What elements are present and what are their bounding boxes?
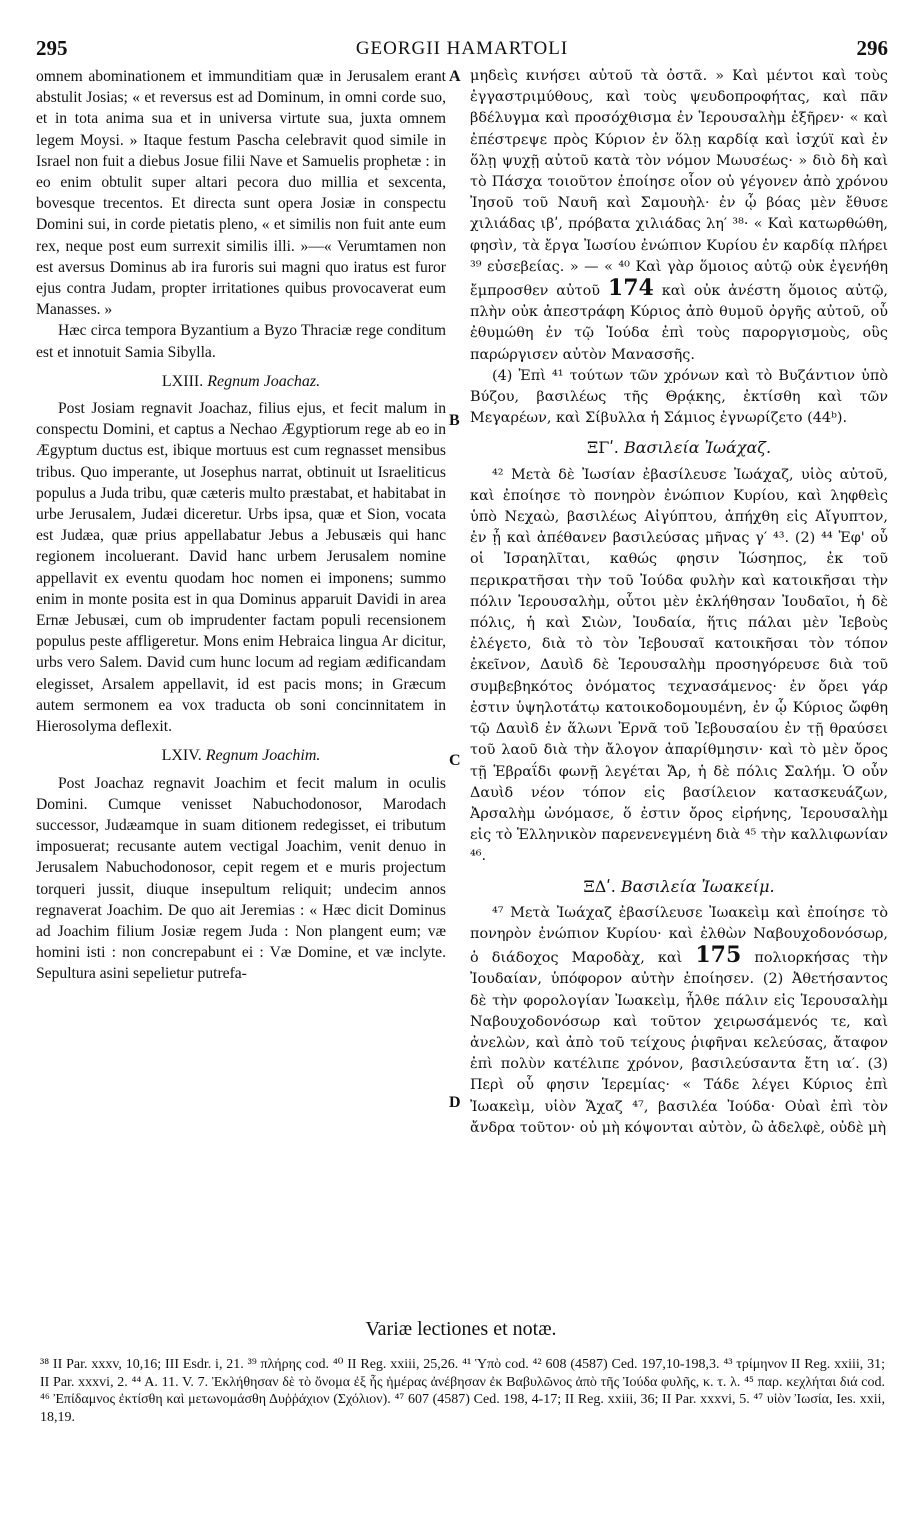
section-title: Regnum Joachim.: [205, 747, 321, 765]
section-number: LXIII.: [161, 372, 204, 390]
section-heading: [36, 745, 446, 766]
section-number: ΞΔʹ.: [583, 876, 616, 896]
section-number: LXIV.: [161, 747, 202, 765]
section-number: ΞΓʹ.: [586, 438, 619, 458]
page-number-left: 295: [36, 36, 68, 60]
greek-column: [470, 66, 888, 1139]
greek-text: μηδεὶς κινήσει αὐτοῦ τὰ ὀστᾶ. » Καὶ μέντοι καὶ τοὺς ἐγγαστριμύθους, καὶ τοὺς ψευδοπροφήτας, καὶ πᾶν βδέλυγμα καὶ προσόχθισμα ἐν Ἱερουσαλὴμ ἐξῆρεν· « καὶ ἐπέστρεψε πρὸς Κύριον ἐν ὅλῃ καρδίᾳ καὶ ἰσχύϊ καὶ ἐν ὅλῃ ψυχῇ αὐτοῦ κατὰ τὸν νόμον Μωυσέως· » διὸ δὴ καὶ τὸ Πάσχα τοιοῦτον ἐποίησε οἷον οὐ γέγονεν ἀπὸ χρόνου Ἰησοῦ τοῦ Ναυῆ καὶ Σαμουὴλ· ἐν ᾧ βόας μὲν ἔθυσε χιλιάδας ιβʹ, πρόβατα χιλιάδας λη′ ³⁸· « Καὶ κατωρθώθη, φησὶν, τὰ ἔργα Ἰωσίου ἐνώπιον Κυρίου ἐν καρδίᾳ πλήρει ³⁹ εὐσεβείας. » — « ⁴⁰ Καὶ γὰρ ὅμοιος αὐτῷ οὐκ ἐγενήθη ἔμπροσθεν αὐτοῦ: [470, 68, 888, 300]
latin-paragraph: omnem abominationem et immunditiam quæ in Jerusalem erant abstulit Josias; « et reversus est ad Dominum, in omni corde suo, et in tota anima sua et in universa virtute sua, juxta omnem legem Moysi. » Itaque festum Pascha celebravit quod simile in Israel non fuit a diebus Josue filii Nave et Samuelis prophetæ : in eo enim obtulit super altari pecora duo millia et sexcenta, bovesque trecentos. Et directa sunt opera Josiæ in conspectu Domini sui, in corde pietatis pleno, « et similis non fuit ante eum rex, neque post eum surrexit similis illi. »—« Verumtamen non est aversus Dominus ab ira furoris sui magni quo iratus est furor ejus contra Judam, propter irritationes quibus provocaverat eum Manasses. »: [36, 68, 446, 319]
latin-column: [36, 66, 446, 985]
margin-letter-d: D: [449, 1094, 461, 1111]
greek-text: καὶ οὐκ ἀνέστη ὅμοιος αὐτῷ, πλὴν οὐκ ἀπεστράφη Κύριος ἀπὸ θυμοῦ ὀργῆς αὐτοῦ, οὗ ἐθυμώθη ἐν τῷ Ἰούδα ἐπὶ τοὺς παροργισμοὺς, οὓς παρώργισεν αὐτὸν Μανασσῆς.: [470, 283, 888, 363]
footnotes: [40, 1356, 885, 1426]
column-marker: 175: [695, 942, 742, 969]
section-title: Βασιλεία Ἰωάχαζ.: [623, 438, 772, 458]
greek-text: πολιορκήσας τὴν Ἰουδαίαν, ὑπόφορον αὐτὴν ἐποίησεν. (2) Ἀθετήσαντος δὲ τὴν φορολογίαν Ἰωακεὶμ, ἦλθε πάλιν εἰς Ἱερουσαλὴμ Ναβουχοδονόσωρ καὶ τοῦτον χειρωσάμενός τε, καὶ ἀνελὼν, καὶ ἀπὸ τοῦ τείχους ῥιφῆναι κελεύσας, ἄταφον ἐπὶ πολὺν κατέλιπε χρόνον, βασιλεύσαντα ἔτη ια′. (3) Περὶ οὗ φησιν Ἱερεμίας· « Τάδε λέγει Κύριος ἐπὶ Ἰωακεὶμ, υἱὸν Ἄχαζ ⁴⁷, βασιλέα Ἰούδα· Οὐαὶ ἐπὶ τὸν ἄνδρα τοῦτον· οὐ μὴ κόψονται αὐτὸν, ὢ ἀδελφὲ, οὐδὲ μὴ: [470, 950, 889, 1136]
section-title: Regnum Joachaz.: [207, 372, 321, 390]
greek-paragraph: (4) Ἐπὶ ⁴¹ τούτων τῶν χρόνων καὶ τὸ Βυζάντιον ὑπὸ Βύζου, βασιλέως τῆς Θρᾴκης, ἐκτίσθη καὶ τῶν Μεγαρέων, καὶ Σίβυλλα ἡ Σάμιος ἐγνωρίζετο (44ᵇ).: [470, 367, 888, 427]
greek-paragraph: ⁴² Μετὰ δὲ Ἰωσίαν ἐβασίλευσε Ἰωάχαζ, υἱὸς αὐτοῦ, καὶ ἐποίησε τὸ πονηρὸν ἐνώπιον Κυρίου, καὶ ληφθεὶς ὑπὸ Νεχαὼ, βασιλέως Αἰγύπτου, ἀπήχθη εἰς Αἴγυπτον, ἐν ᾗ καὶ ἀπέθανεν βασιλεύσας μῆνας γ′ ⁴³. (2) ⁴⁴ Ἐφ' οὗ οἱ Ἰσραηλῖται, καθώς φησιν Ἰώσηπος, ἐκ τοῦ περικρατῆσαι τὴν τοῦ Ἰούδα φυλὴν καὶ κατοικῆσαι τὴν πόλιν Ἱερουσαλὴμ, οὗτοι μὲν ἐκλήθησαν Ἰουδαῖοι, ἡ δὲ πόλις, ἡ καὶ Σιὼν, Ἰουδαία, ἥτις πάλαι μὲν Ἰεβοὺς ἐλέγετο, διὰ τὸ τὸν Ἰεβουσαῖ κατοικῆσαι τὸν τόπον ἐκεῖνον, Δαυὶδ δὲ Ἱερουσαλὴμ προσηγόρευσε διὰ τοῦ συμβεβηκότος ὀνόματος τεχνασάμενος· ἐν ὄρει γάρ ἐστιν ὑψηλοτάτῳ κατοικοδομουμένη, ἐν ᾧ Κύριος ὤφθη τῷ Δαυὶδ ἐν ἅλωνι Ἐρνᾶ τοῦ Ἰεβουσαίου ἐν τῇ θραύσει τοῦ λαοῦ διὰ τὴν ἄλογον ἀπαρίθμησιν· καὶ τὸ μὲν ὄρος τῇ Ἑβραΐδι φωνῇ λεγέται Ἄρ, ἡ δὲ πόλις Σαλήμ. Ὁ οὖν Δαυὶδ νέον τόπον εἰς βασίλειον κατασκευάζων, Ἀρσαλὴμ ὠνόμασε, ὅ ἐστιν ὄρος εἰρήνης, Ἱερουσαλὴμ εἰς τὸ Ἑλληνικὸν παρενενεγμένη διὰ ⁴⁵ τὴν καλλιφωνίαν ⁴⁶.: [470, 466, 889, 865]
greek-text: ⁴⁷ Μετὰ Ἰωάχαζ ἐβασίλευσε Ἰωακεὶμ καὶ ἐποίησε τὸ πονηρὸν ἐνώπιον Κυρίου· καὶ ἐλθὼν Ναβουχοδονόσωρ, ὁ διάδοχος Μαροδὰχ, καὶ: [470, 904, 888, 967]
page-number-right: 296: [856, 36, 888, 60]
greek-paragraph: [470, 66, 888, 366]
section-heading: [36, 371, 446, 392]
section-heading: [470, 876, 888, 897]
greek-paragraph: [470, 903, 888, 1139]
notes-heading: Variæ lectiones et notæ.: [365, 1318, 557, 1340]
section-title: Βασιλεία Ἰωακείμ.: [620, 876, 775, 896]
margin-letter-c: C: [449, 752, 461, 769]
section-heading: [470, 437, 888, 458]
footnote-text: ³⁸ II Par. xxxv, 10,16; III Esdr. i, 21. ³⁹ πλήρης cod. ⁴⁰ II Reg. xxiii, 25,26. ⁴¹ Ὑπὸ cod. ⁴² 608 (4587) Ced. 197,10-198,3. ⁴³ τρίμηνον II Reg. xxiii, 31; II Par. xxxvi, 2. ⁴⁴ A. 11. V. 7. Ἐκλήθησαν δὲ τὸ ὄνομα ἐξ ἧς ἡμέρας ἀνέβησαν ἐκ Βαβυλῶνος ἀπὸ τῆς Ἰούδα φυλῆς, κ. τ. λ. ⁴⁵ παρ. κεχλήται διά cod. ⁴⁶ Ἐπίδαμνος ἐκτίσθη καὶ μετωνομάσθη Δυῤῥάχιον (Σχόλιον). ⁴⁷ 607 (4587) Ced. 198, 4-17; II Reg. xxiii, 36; II Par. xxxvi, 5. ⁴⁷ υἱὸν Ἰωσία, Ies. xxii, 18,19.: [40, 1357, 885, 1425]
running-title: GEORGII HAMARTOLI: [355, 38, 569, 59]
column-marker: 174: [607, 275, 654, 302]
margin-letter-b: B: [449, 412, 460, 429]
running-header: [36, 36, 888, 62]
margin-letter-a: A: [449, 68, 461, 85]
latin-paragraph: Post Joachaz regnavit Joachim et fecit malum in oculis Domini. Cumque venisset Nabuchodonosor, Marodach successor, Judæamque in suam ditionem redegisset, ei tributum imposuerat; recusante autem vectigal Joachim, venit denuo in Jerusalem Nabuchodonosor, cepit regem et e muris projectum torqueri jussit, diuque insepultum reliquit; undecim annos regnaverat Joachim. De quo ait Jeremias : « Hæc dicit Dominus ad Joachim filium Josiæ regem Juda : Non plangent eum; væ homini isti : non concrepabunt ei : Væ Domine, et væ inclyte. Sepultura asini sepelietur putrefa-: [36, 774, 446, 983]
latin-paragraph: Hæc circa tempora Byzantium a Byzo Thraciæ rege conditum est et innotuit Samia Sibylla.: [36, 322, 446, 361]
latin-paragraph: Post Josiam regnavit Joachaz, filius ejus, et fecit malum in conspectu Domini, et captus a Nechao Ægyptiorum rege ab eo in Ægyptum ductus est, ibique mortuus est cum regnasset mensibus tribus. Quo imperante, ut Josephus narrat, obtinuit ut Israeliticus populus a Juda tribu, quæ cæteris multo præstabat, et habitabat in urbe Jerusalem, Judæi diceretur. Urbs ipsa, quæ et Sion, vocata est Judæa, quæ prius appellabatur Jebus a Jebusæis qui hanc regionem incoluerant. David hanc urbem Jerusalem nomine appellavit ex eventu quodam hoc nomen ei imponens; summo enim in monte posita est in qua Dominus apparuit Davidi in area Ernæ Jebusæi, cum ob imprudenter factam populi recensionem populus peste affligeretur. Mons enim Hebraica lingua Ar dicitur, urbs vero Salem. David cum hunc locum ad regiam ædificandam elegisset, Arsalem appellavit, id est pacis mons; in Græcum autem sermonem ea vox traducta ob soni concinnitatem in Hierosolyma deflexit.: [36, 400, 446, 736]
